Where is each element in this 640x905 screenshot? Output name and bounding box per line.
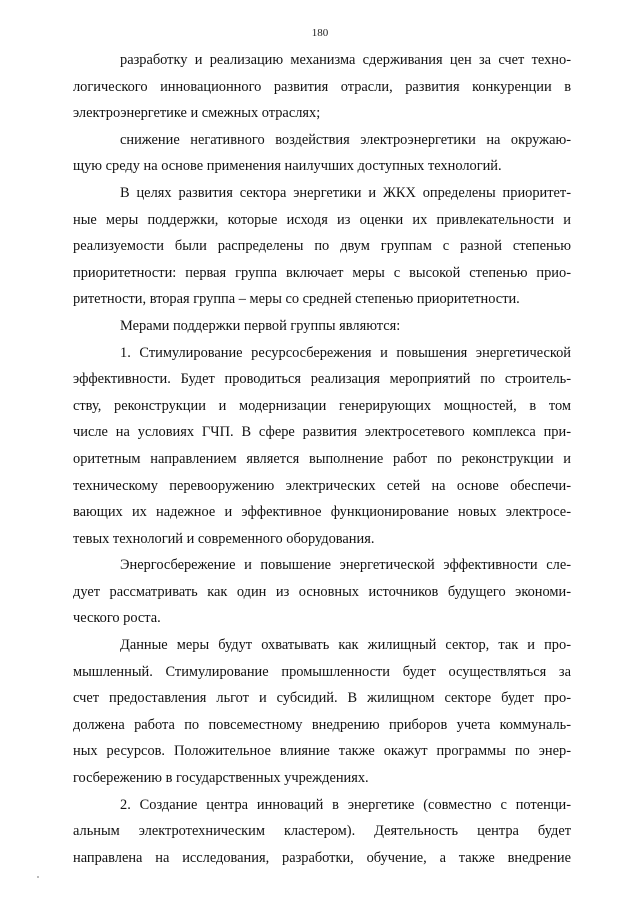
text-line: логического инновационного развития отрасли, развития конкуренции в [73, 78, 571, 95]
text-line: эффективности. Будет проводиться реализация мероприятий по строитель- [73, 371, 571, 388]
text-line: альным электротехническим кластером). Деятельность центра будет [73, 823, 571, 840]
text-line: оритетным направлением является выполнение работ по реконструкции и [73, 450, 571, 467]
text-line: вающих их надежное и эффективное функционирование новых электросе- [73, 504, 571, 521]
text-line: направлена на исследования, разработки, обучение, а также внедрение [73, 849, 571, 866]
text-line: щую среду на основе применения наилучших доступных технологий. [73, 158, 502, 175]
body-text [73, 47, 571, 871]
text-line: Мерами поддержки первой группы являются: [120, 317, 401, 334]
text-line: ческого роста. [73, 610, 161, 627]
scan-speck [37, 876, 39, 878]
text-line: счет предоставления льгот и субсидий. В жилищном секторе будет про- [73, 690, 571, 707]
text-line: В целях развития сектора энергетики и ЖКХ определены приоритет- [120, 184, 571, 201]
text-line: техническому перевооружению электрических сетей на основе обеспечи- [73, 477, 571, 494]
text-line: разработку и реализацию механизма сдерживания цен за счет техно- [120, 52, 571, 68]
text-line: тевых технологий и современного оборудования. [73, 530, 375, 547]
text-line: 1. Стимулирование ресурсосбережения и повышения энергетической [120, 344, 571, 361]
text-line: ритетности, вторая группа – меры со средней степенью приоритетности. [73, 291, 520, 308]
text-line: должена работа по повсеместному внедрению приборов учета коммуналь- [73, 716, 571, 733]
text-line: ных ресурсов. Положительное влияние также окажут программы по энер- [73, 743, 571, 760]
text-line: электроэнергетике и смежных отраслях; [73, 105, 321, 122]
text-line: мышленный. Стимулирование промышленности будет осуществляться за [73, 663, 571, 680]
text-line: ству, реконструкции и модернизации генерирующих мощностей, в том [73, 397, 571, 414]
text-line: приоритетности: первая группа включает меры с высокой степенью прио- [73, 264, 571, 281]
page-number: 180 [311, 27, 329, 39]
text-line: ные меры поддержки, которые исходя из оценки их привлекательности и [73, 211, 571, 228]
text-line: реализуемости были распределены по двум группам с разной степенью [73, 238, 571, 255]
text-line: госбережению в государственных учреждениях. [73, 770, 369, 787]
text-line: Данные меры будут охватывать как жилищный сектор, так и про- [120, 637, 571, 654]
text-line: снижение негативного воздействия электроэнергетики на окружаю- [120, 131, 571, 148]
text-line: дует рассматривать как один из основных источников будущего экономи- [73, 583, 571, 600]
text-line: Энергосбережение и повышение энергетической эффективности сле- [120, 557, 571, 574]
text-line: числе на условиях ГЧП. В сфере развития электросетевого комплекса при- [73, 424, 571, 441]
text-line: 2. Создание центра инноваций в энергетике (совместно с потенци- [120, 796, 571, 813]
